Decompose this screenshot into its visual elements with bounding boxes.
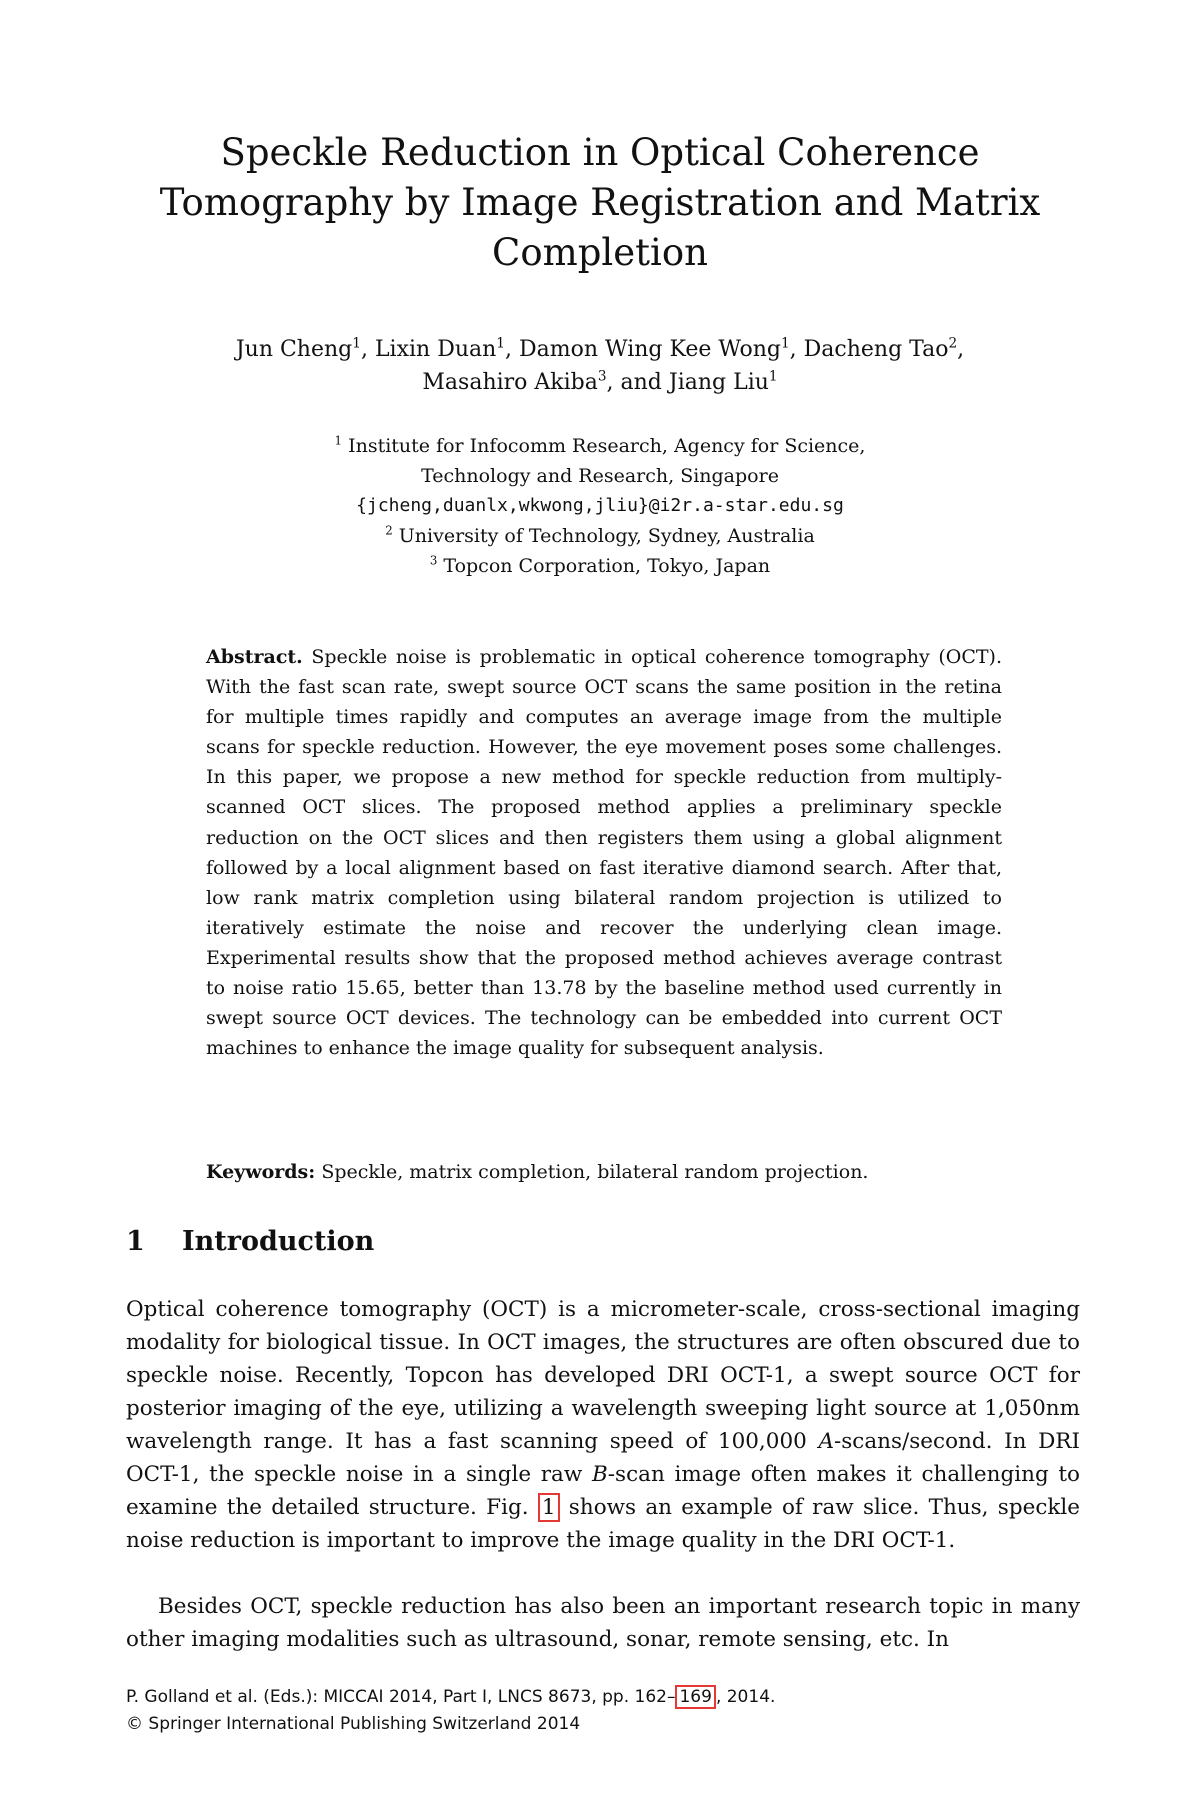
page-reference-link[interactable]: 169 [675,1685,715,1709]
affiliation-mark: 2 [385,523,393,538]
author-name: Masahiro Akiba [422,370,598,395]
intro-paragraph-2: Besides OCT, speckle reduction has also been an important research topic in many other imaging modalities such as ultrasound, sonar, remote sensing, etc. In [126,1594,1080,1652]
citation-text: P. Golland et al. (Eds.): MICCAI 2014, Part I, LNCS 8673, pp. 162– [126,1687,676,1707]
affiliation-text: Institute for Infocomm Research, Agency for Science, [348,435,866,457]
keywords [206,1157,1002,1187]
author-name: Dacheng Tao [803,337,949,362]
paper-title: Speckle Reduction in Optical Coherence Tomography by Image Registration and Matrix Completion [159,131,1041,274]
section-number: 1 [126,1226,145,1257]
author-separator: , [789,337,804,362]
keywords-text: Speckle, matrix completion, bilateral random projection. [321,1161,869,1183]
keywords-label: Keywords: [206,1161,316,1183]
affiliation-text: Topcon Corporation, Tokyo, Japan [443,555,771,577]
author-name: Lixin Duan [374,337,497,362]
section-heading [126,1222,374,1262]
paragraph-text: -scan image often makes it challenging to examine the detailed structure. Fig. [126,1462,1080,1520]
copyright-line: © Springer International Publishing Switzerland 2014 [126,1714,581,1734]
author-name: Jiang Liu [668,370,769,395]
affiliation-1-continued: Technology and Research, Singapore [421,465,779,487]
author-separator: , and [606,370,669,395]
abstract-label: Abstract. [206,646,303,668]
paragraph-text: shows an example of raw slice. Thus, speckle noise reduction is important to improve the image quality in the DRI OCT-1. [126,1495,1080,1553]
affiliation-3 [120,551,1080,581]
affiliation-text: University of Technology, Sydney, Australia [398,525,815,547]
abstract-text: Speckle noise is problematic in optical coherence tomography (OCT). With the fast scan rate, swept source OCT scans the same position in the retina for multiple times rapidly and computes an average image from the multiple scans for speckle reduction. However, the eye movement poses some challenges. In this paper, we propose a new method for speckle reduction from multiply-scanned OCT slices. The proposed method applies a preliminary speckle reduction on the OCT slices and then registers them using a global alignment followed by a local alignment based on fast iterative diamond search. After that, low rank matrix completion using bilateral random projection is utilized to iteratively estimate the noise and recover the underlying clean image. Experimental results show that the proposed method achieves average contrast to noise ratio 15.65, better than 13.78 by the baseline method used currently in swept source OCT devices. The technology can be embedded into current OCT machines to enhance the image quality for subsequent analysis. [206,646,1002,1060]
intro-paragraph-1 [126,1293,1080,1557]
affiliation-mark: 3 [429,553,438,568]
author-name: Damon Wing Kee Wong [518,337,781,362]
section-title: Introduction [182,1226,375,1257]
citation-line [126,1684,775,1711]
author-separator: , [360,337,375,362]
figure-reference-link[interactable]: 1 [538,1493,560,1522]
author-name: Jun Cheng [235,337,353,362]
paragraph-text: Optical coherence tomography (OCT) is a micrometer-scale, cross-sectional imaging modality for biological tissue. In OCT images, the structures are often obscured due to speckle noise. Recently, Topcon has developed DRI OCT-1, a swept source OCT for posterior imaging of the eye, utilizing a wavelength sweeping light source at 1,050nm wavelength range. It has a fast scanning speed of 100,000 [126,1297,1080,1454]
author-affiliation-mark: 1 [768,368,778,385]
citation-text: , 2014. [715,1687,776,1707]
author-affiliation-mark: 2 [948,335,958,352]
affiliation-mark: 1 [334,433,343,448]
paragraph-text: -scans/second. In DRI OCT-1, the speckle noise in a single raw [126,1429,1080,1487]
affiliation-1 [120,431,1080,461]
author-affiliation-mark: 3 [597,368,607,385]
author-affiliation-mark: 1 [352,335,361,352]
author-affiliation-mark: 1 [780,335,790,352]
affiliation-2 [120,521,1080,551]
author-list [120,333,1080,399]
math-symbol: B [591,1462,608,1487]
affiliation-list [120,431,1080,581]
author-separator: , [957,337,965,362]
author-separator: , [504,337,519,362]
copyright-footer [126,1684,775,1738]
math-symbol: A [818,1429,834,1454]
abstract [206,642,1002,1063]
author-affiliation-mark: 1 [496,335,505,352]
author-email: {jcheng,duanlx,wkwong,jliu}@i2r.a-star.edu.sg [356,495,844,516]
